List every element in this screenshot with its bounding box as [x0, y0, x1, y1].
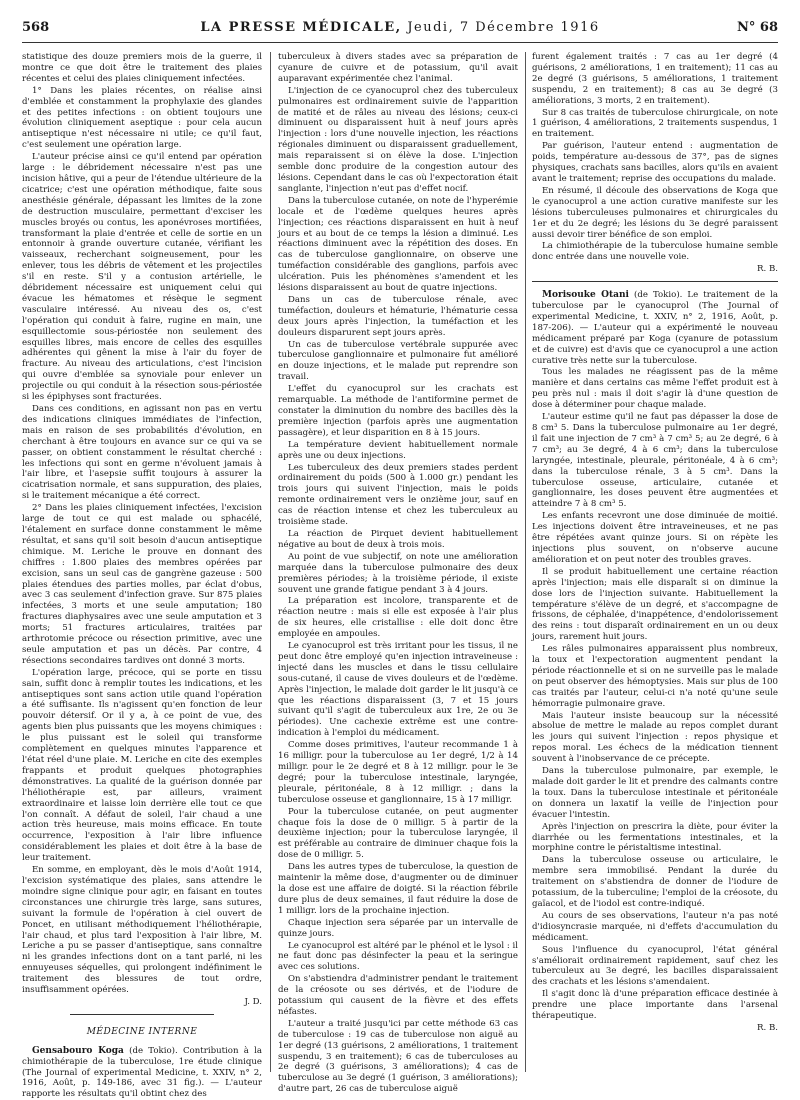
review-entry — [22, 1046, 262, 1100]
paragraph: L'effet du cyanocuprol sur les crachats est remarquable. La méthode de l'antiformine permet de constater la diminution du nombre des bacilles dès la première injection (parfois après une augmentation passagère), et leur disparition en 8 à 15 jours. — [278, 384, 518, 438]
signature: R. B. — [757, 1022, 778, 1033]
paragraph: furent également traités : 7 cas au 1er degré (4 guérisons, 2 améliorations, 1 en traitement); 11 cas au 2e degré (3 guérisons, 5 améliorations, 1 traitement suspendu, 2 en traitement); 8 cas au 3e degré (3 améliorations, 3 morts, 2 en traitement). — [532, 52, 778, 106]
paragraph: Les tuberculeux des deux premiers stades perdent ordinairement du poids (500 à 1.000 gr.) pendant les trois jours qui suivent l'injection, mais le poids remonte ordinairement vers le onzième jour, sauf en cas de réaction intense et chez les tuberculeux au troisième stade. — [278, 462, 518, 528]
review-citation: (de Tokio). Le traitement de la tuberculose par le cyanocuprol (The Journal of experimental Medicine, t. XXIV, n° 2, 1916, Août, p. 187-206). — L'auteur qui a expérimenté le nouveau médicament préparé par Koga (cyanure de potassium et de cuivre) est d'avis que ce cyanocuprol a une action curative très nette sur la tuberculose. — [532, 290, 778, 366]
column-3 — [532, 52, 778, 1072]
column-2 — [278, 52, 518, 1095]
section-heading: MÉDECINE INTERNE — [86, 1026, 198, 1037]
review-entry — [532, 290, 778, 366]
journal-name: LA PRESSE MÉDICALE, — [200, 20, 402, 35]
paragraph: Les enfants recevront une dose diminuée de moitié. Les injections doivent être intraveineuses, et ne pas être répétées avant quinze jours. Si on répète les injections plus souvent, on n'observe aucune amélioration et on peut noter des troubles graves. — [532, 511, 778, 565]
paragraph: La chimiothérapie de la tuberculose humaine semble donc entrée dans une nouvelle voie. — [532, 241, 778, 263]
paragraph: 2° Dans les plaies cliniquement infectées, l'excision large de tout ce qui est malade ou sphacélé, l'étalement en surface donne constamment le même résultat, et sans qu'il soit besoin d'aucun antiseptique chimique. M. Leriche le prouve en donnant des chiffres : 1.800 plaies des membres opérées par excision, sans un seul cas de gangrène gazeuse : 500 plaies étendues des parties molles, par éclat d'obus, avec 3 cas seulement d'infection grave. Sur 875 plaies infectées, 3 morts et une seule amputation; 180 fractures diaphysaires avec une seule amputation et 3 morts; 51 fractures articulaires, traitées par arthrotomie précoce ou résection primitive, avec une seule amputation et pas un décès. Par contre, 4 résections secondaires tardives ont donné 3 morts. — [22, 503, 262, 666]
paragraph: tuberculeux à divers stades avec sa préparation de cyanure de cuivre et de potassium, qu'il avait auparavant expérimentée chez l'animal. — [278, 52, 518, 84]
signature: J. D. — [244, 996, 262, 1007]
paragraph: La réaction de Pirquet devient habituellement négative au bout de deux à trois mois. — [278, 528, 518, 550]
paragraph: Sous l'influence du cyanocuprol, l'état général s'améliorait ordinairement rapidement, sauf chez les tuberculeux au 3e degré, les bacilles disparaissaient des crachats et les lésions s'amendaient. — [532, 944, 778, 988]
issue-number: N° 68 — [737, 20, 778, 35]
paragraph: Tous les malades ne réagissent pas de la même manière et dans certains cas même l'effet produit est à peu près nul : mais il doit s'agir là d'une question de dose à déterminer pour chaque malade. — [532, 367, 778, 411]
paragraph: L'auteur a traité jusqu'ici par cette méthode 63 cas de tuberculose : 19 cas de tuberculose non aiguë au 1er degré (13 guérisons, 2 améliorations, 1 traitement suspendu, 3 en traitement); 6 cas de tuberculoses au 2e degré (3 guérisons, 3 améliorations); 4 cas de tuberculose au 3e degré (1 guérison, 3 améliorations); d'autre part, 26 cas de tuberculose aiguë — [278, 1018, 518, 1095]
separator — [70, 1014, 214, 1015]
paragraph: Après l'injection on prescrira la diète, pour éviter la diarrhée ou les fermentations intestinales, et la morphine contre le péristaltisme intestinal. — [532, 821, 778, 854]
page-number: 568 — [22, 20, 50, 35]
column-divider — [525, 52, 526, 1072]
paragraph: statistique des douze premiers mois de la guerre, il montre ce que doit être le traitement des plaies récentes et celui des plaies cliniquement infectées. — [22, 52, 262, 84]
paragraph: En somme, en employant, dès le mois d'Août 1914, l'excision systématique des plaies, sans attendre le moindre signe clinique pour agir, en faisant en toutes circonstances une chirurgie très large, sans sutures, suivant la formule de l'opération à ciel ouvert de Poncet, en utilisant méthodiquement l'héliothérapie, l'air chaud, et plus tard l'exposition à l'air libre, M. Leriche a pu se passer d'antiseptique, sans connaître ni les grandes infections dont on a tant parlé, ni les ennuyeuses séquelles, qui prolongent indéfiniment le traitement des blessures de tout ordre, insuffisamment opérées. — [22, 865, 262, 996]
paragraph: L'injection de ce cyanocuprol chez des tuberculeux pulmonaires est ordinairement suivie de l'apparition de matité et de râles au niveau des lésions; ceux-ci diminuent ou disparaissent huit à neuf jours après l'injection : lors d'une nouvelle injection, les réactions régionales diminuent ou disparaissent graduellement, mais reparaissent si on élève la dose. L'injection semble donc produire de la congestion autour des lésions. Cependant dans le cas où l'expectoration était sanglante, l'injection n'eut pas d'effet nocif. — [278, 85, 518, 194]
paragraph: Au point de vue subjectif, on note une amélioration marquée dans la tuberculose pulmonaire des deux premières périodes; à la troisième période, il existe souvent une grande fatigue pendant 3 à 4 jours. — [278, 551, 518, 595]
paragraph: Mais l'auteur insiste beaucoup sur la nécessité absolue de mettre le malade au repos complet durant les jours qui suivent l'injection : repos physique et repos moral. Les échecs de la médication tiennent souvent à l'inobservance de ce précepte. — [532, 710, 778, 765]
separator — [532, 281, 778, 282]
journal-title — [22, 20, 778, 35]
paragraph: Au cours de ses observations, l'auteur n'a pas noté d'idiosyncrasie marquée, ni d'effets d'accumulation du médicament. — [532, 910, 778, 943]
paragraph: Il s'agit donc là d'une préparation efficace destinée à prendre une place importante dans l'arsenal thérapeutique. — [532, 989, 778, 1022]
paragraph: L'auteur précise ainsi ce qu'il entend par opération large : le débridement nécessaire n'est pas une incision hâtive, qui a peur de l'étendue ultérieure de la cicatrice; c'est une opération méthodique, faite sous anesthésie générale, dépassant les limites de la zone de destruction musculaire, permettant d'exciser les muscles broyés ou contus, les aponévroses mortifiées, transformant la plaie d'entrée et celle de sortie en un entonnoir à grande ouverture cutanée, vérifiant les vaisseaux, recherchant soigneusement, pour les enlever, tous les débris de vêtement et les projectiles s'il en reste. S'il y a contusion artérielle, le débridement nécessaire est uniquement celui qui évacue les hématomes et résèque le segment vasculaire intéressé. Au niveau des os, c'est l'opération qui conduit à faire, rugine en main, une esquillectomie sous-périostée non seulement des esquilles libres, mais encore de celles des esquilles adhérentes qui gênent la mise à l'air du foyer de fracture. Au niveau des articulations, c'est l'incision qui ouvre d'emblée sa synoviale pour enlever un projectile ou qui conduit à la résection sous-périostée si les épiphyses sont fracturées. — [22, 152, 262, 403]
paragraph: L'opération large, précoce, qui se porte en tissu sain, suffit donc à remplir toutes les indications, et les antiseptiques sont sans action utile quand l'opération a été suffisante. Ils n'agissent qu'en fonction de leur pouvoir détersif. Or il y a, à ce point de vue, des agents bien plus puissants que les moyens chimiques : le plus puissant est le soleil qui transforme complètement en quelques minutes l'apparence et l'état réel d'une plaie. M. Leriche en cite des exemples frappants et produit quelques photographies démonstratives. La qualité de la guérison donnée par l'héliothérapie est, par ailleurs, vraiment extraordinaire et laisse loin derrière elle tout ce que l'on connaît. A défaut de soleil, l'air chaud a une action très heureuse, mais moins efficace. En toute occurrence, l'exposition à l'air libre influence considérablement les plaies et doit être à la base de leur traitement. — [22, 667, 262, 864]
paragraph: Le cyanocuprol est très irritant pour les tissus, il ne peut donc être employé qu'en injection intraveineuse : injecté dans les muscles et dans le tissu cellulaire sous-cutané, il cause de vives douleurs et de l'œdème. Après l'injection, le malade doit garder le lit jusqu'à ce que les réactions disparaissent (3, 7 et 15 jours suivant qu'il s'agit de tuberculeux aux 1re, 2e ou 3e périodes). Une cachexie extrême est une contre-indication à l'emploi du médicament. — [278, 641, 518, 739]
paragraph: Par guérison, l'auteur entend : augmentation de poids, température au-dessous de 37°, pas de signes physiques, crachats sans bacilles, alors qu'ils en avaient avant le traitement; reprise des occupations du malade. — [532, 141, 778, 184]
paragraph: Il se produit habituellement une certaine réaction après l'injection; mais elle disparaît si on diminue la dose lors de l'injection suivante. Habituellement la température s'élève de un degré, et s'accompagne de frissons, de céphalée, d'inappétence, d'endolorissement des reins : tout disparaît ordinairement en un ou deux jours, rarement huit jours. — [532, 566, 778, 643]
paragraph: Dans un cas de tuberculose rénale, avec tuméfaction, douleurs et hématurie, l'hématurie cessa deux jours après l'injection, la tuméfaction et les douleurs disparurent sept jours après. — [278, 294, 518, 338]
paragraph: La préparation est incolore, transparente et de réaction neutre : mais si elle est exposée à l'air plus de six heures, elle cristallise : elle doit donc être employée en ampoules. — [278, 596, 518, 640]
page-header — [22, 18, 778, 43]
paragraph: Les râles pulmonaires apparaissent plus nombreux, la toux et l'expectoration augmentent pendant la période réactionnelle et si on ne surveille pas le malade on peut observer des hémoptysies. Mais sur plus de 100 cas traités par l'auteur, celui-ci n'a noté qu'une seule hémorragie pulmonaire grave. — [532, 644, 778, 709]
review-citation: (de Tokio). Contribution à la chimiothérapie de la tuberculose, 1re étude clinique (The Journal of experimental Medicine, t. XXIV, n° 2, 1916, Août, p. 149-186, avec 31 fig.). — L'auteur rapporte les résultats qu'il obtint chez des — [22, 1045, 262, 1100]
issue-date: Jeudi, 7 Décembre 1916 — [407, 20, 600, 35]
paragraph: On s'abstiendra d'administrer pendant le traitement de la créosote ou ses dérivés, et de l'iodure de potassium qui causent de la fièvre et des effets néfastes. — [278, 974, 518, 1017]
paragraph: Pour la tuberculose cutanée, on peut augmenter chaque fois la dose de 0 milligr. 5 à partir de la deuxième injection; pour la tuberculose laryngée, il est préférable au contraire de diminuer chaque fois la dose de 0 milligr. 5. — [278, 806, 518, 861]
paragraph: Le cyanocuprol est altéré par le phénol et le lysol : il ne faut donc pas désinfecter la peau et la seringue avec ces solutions. — [278, 940, 518, 973]
paragraph: Chaque injection sera séparée par un intervalle de quinze jours. — [278, 917, 518, 939]
paragraph: En résumé, il découle des observations de Koga que le cyanocuprol a une action curative manifeste sur les lésions tuberculeuses pulmonaires et chirurgicales du 1er et du 2e degré; les lésions du 3e degré paraissent aussi devoir tirer bénéfice de son emploi. — [532, 185, 778, 240]
paragraph: L'auteur estime qu'il ne faut pas dépasser la dose de 8 cm³ 5. Dans la tuberculose pulmonaire au 1er degré, il fait une injection de 7 cm³ à 7 cm³ 5; au 2e degré, 6 à 7 cm³; au 3e degré, 4 à 6 cm³; dans la tuberculose laryngée, intestinale, pleurale, péritonéale, 4 à 6 cm³; dans la tuberculose rénale, 3 à 5 cm³. Dans la tuberculose osseuse, articulaire, cutanée et ganglionnaire, les doses peuvent être augmentées et atteindre 7 à 8 cm³ 5. — [532, 412, 778, 510]
paragraph: Dans la tuberculose pulmonaire, par exemple, le malade doit garder le lit et prendre des calmants contre la toux. Dans la tuberculose intestinale et péritonéale on donnera un laxatif la veille de l'injection pour évacuer l'intestin. — [532, 766, 778, 820]
paragraph: Sur 8 cas traités de tuberculose chirurgicale, on note 1 guérison, 4 améliorations, 2 traitements suspendus, 1 en traitement. — [532, 107, 778, 140]
paragraph: Dans la tuberculose cutanée, on note de l'hyperémie locale et de l'œdème quelques heures après l'injection; ces réactions disparaissent en huit à neuf jours et au bout de ce temps la lésion a diminué. Les réactions diminuent avec la répétition des doses. En cas de tuberculose ganglionnaire, on observe une tuméfaction considérable des ganglions, parfois avec ulcération. Puis les phénomènes s'amendent et les lésions disparaissent au bout de quatre injections. — [278, 195, 518, 294]
paragraph: La température devient habituellement normale après une ou deux injections. — [278, 439, 518, 461]
paragraph: Un cas de tuberculose vertébrale suppurée avec tuberculose ganglionnaire et pulmonaire fut amélioré en douze injections, et le malade put reprendre son travail. — [278, 339, 518, 383]
column-divider — [270, 52, 271, 1072]
paragraph: Dans ces conditions, en agissant non pas en vertu des indications cliniques immédiates de l'infection, mais en raison de ses probabilités d'évolution, en cherchant à être toujours en avance sur ce qui va se passer, on obtient constamment le résultat cherché : les infections qui sont en germe n'évoluent jamais à l'air libre, et l'asepsie suffit toujours à assurer la cicatrisation normale, et sans suppuration, des plaies, si le traitement mécanique a été correct. — [22, 404, 262, 502]
paragraph: Comme doses primitives, l'auteur recommande 1 à 16 milligr. pour la tuberculose au 1er degré, 1/2 à 14 milligr. pour le 2e degré et 8 à 12 milligr. pour le 3e degré; pour la tuberculose intestinale, laryngée, pleurale, péritonéale, 8 à 12 milligr. ; dans la tuberculose osseuse et ganglionnaire, 15 à 17 milligr. — [278, 740, 518, 805]
review-author: Gensabouro Koga — [32, 1045, 124, 1056]
column-1 — [22, 52, 262, 1100]
review-author: Morisouke Otani — [542, 290, 629, 301]
paragraph: Dans la tuberculose osseuse ou articulaire, le membre sera immobilisé. Pendant la durée du traitement on s'abstiendra de donner de l'iodure de potassium, de la tuberculine; l'emploi de la créosote, du gaïacol, et de l'iodol est contre-indiqué. — [532, 855, 778, 909]
signature: R. B. — [757, 264, 778, 275]
paragraph: 1° Dans les plaies récentes, on réalise ainsi d'emblée et constamment la prophylaxie des glandes et des petites infections : on obtient toujours une évolution cliniquement aseptique : pour cela aucun antiseptique n'est nécessaire ni utile; ce qu'il faut, c'est seulement une opération large. — [22, 85, 262, 151]
paragraph: Dans les autres types de tuberculose, la question de maintenir la même dose, d'augmenter ou de diminuer la dose est une affaire de doigté. Si la réaction fébrile dure plus de deux semaines, il faut réduire la dose de 1 milligr. lors de la prochaine injection. — [278, 862, 518, 916]
